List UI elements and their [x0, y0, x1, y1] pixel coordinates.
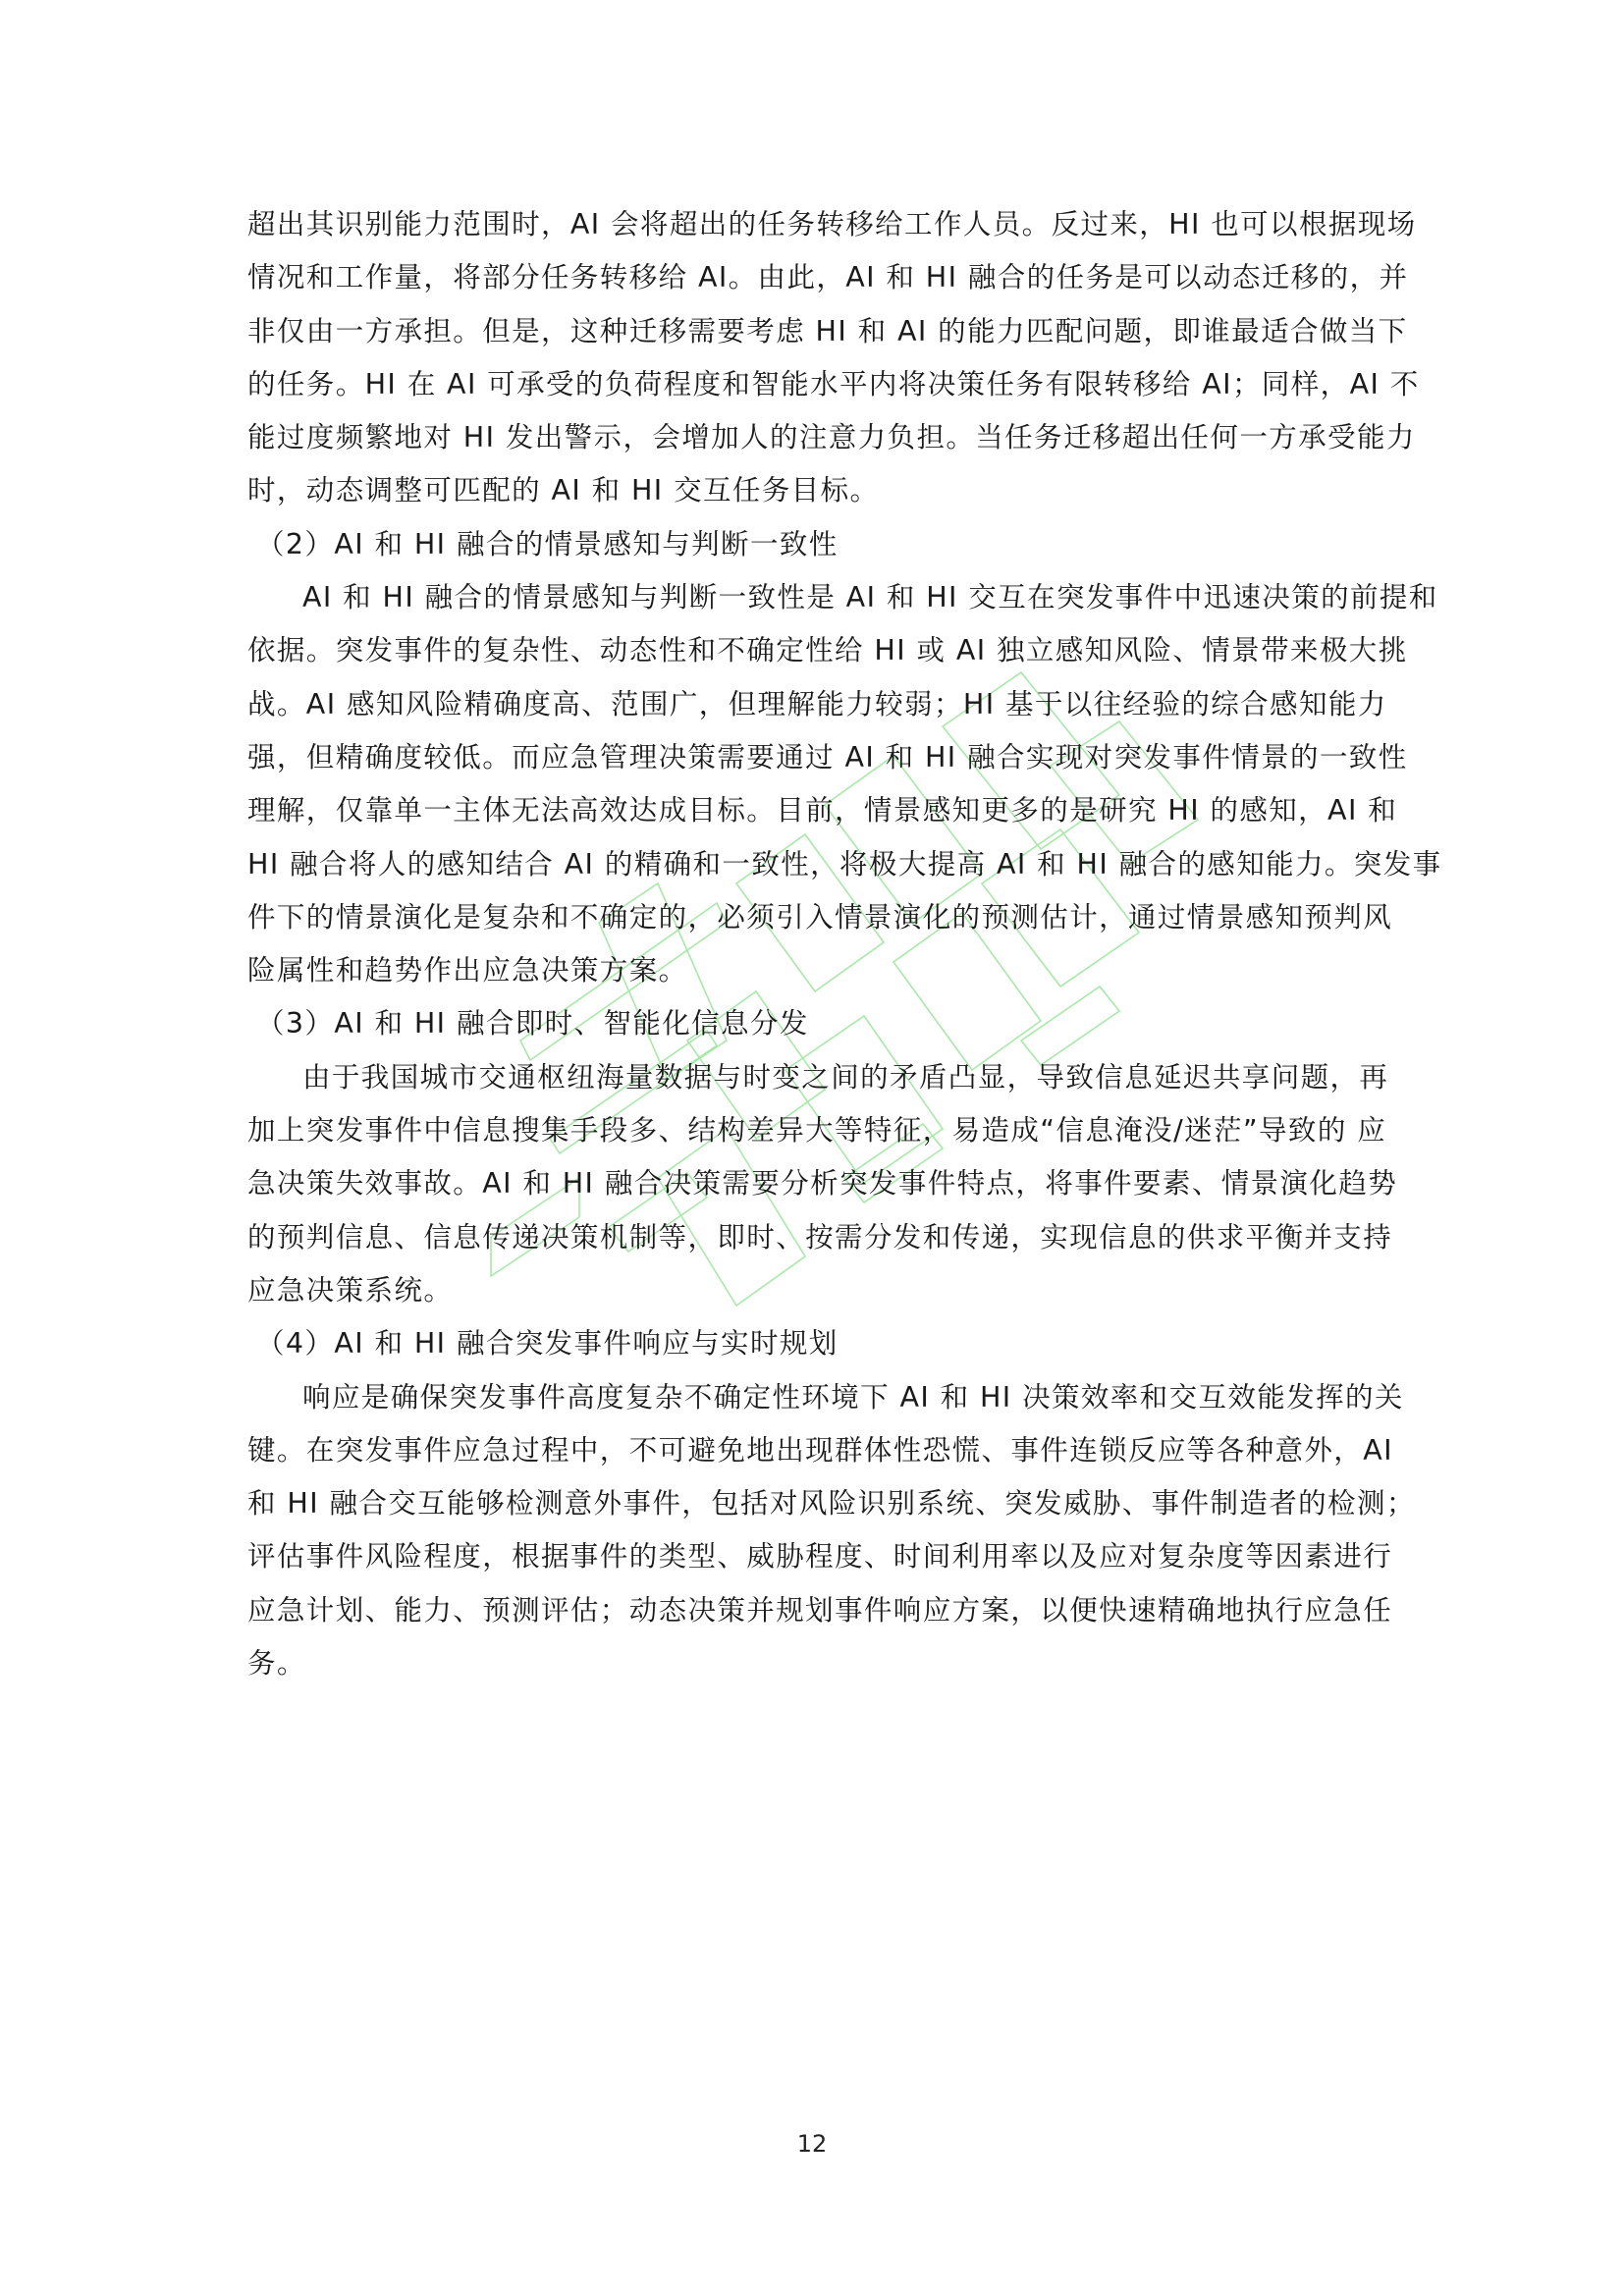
paragraph-line: 依据。突发事件的复杂性、动态性和不确定性给 HI 或 AI 独立感知风险、情景带来极大挑 — [247, 634, 1408, 667]
body-text — [247, 198, 1442, 1690]
paragraph-line: 的任务。HI 在 AI 可承受的负荷程度和智能水平内将决策任务有限转移给 AI；同样，AI 不 — [247, 367, 1420, 400]
paragraph-line: 应急决策系统。 — [247, 1273, 454, 1307]
paragraph-line: 险属性和趋势作出应急决策方案。 — [247, 954, 688, 988]
paragraph-line: 键。在突发事件应急过程中，不可避免地出现群体性恐慌、事件连锁反应等各种意外，AI — [247, 1433, 1393, 1467]
paragraph-line: AI 和 HI 融合的情景感知与判断一致性是 AI 和 HI 交互在突发事件中迅速决策的前提和 — [302, 581, 1438, 614]
paragraph-line: 能过度频繁地对 HI 发出警示，会增加人的注意力负担。当任务迁移超出任何一方承受能力 — [247, 421, 1416, 454]
paragraph-line: 超出其识别能力范围时，AI 会将超出的任务转移给工作人员。反过来，HI 也可以根据现场 — [247, 208, 1417, 240]
paragraph-line: 情况和工作量，将部分任务转移给 AI。由此，AI 和 HI 融合的任务是可以动态迁移的，并 — [247, 261, 1409, 294]
paragraph-line: 战。AI 感知风险精确度高、范围广，但理解能力较弱；HI 基于以往经验的综合感知能力 — [247, 687, 1387, 721]
section-heading: （2）AI 和 HI 融合的情景感知与判断一致性 — [256, 527, 839, 561]
paragraph-line: 时，动态调整可匹配的 AI 和 HI 交互任务目标。 — [247, 474, 880, 507]
page-number: 12 — [796, 2130, 828, 2158]
paragraph-line: 急决策失效事故。AI 和 HI 融合决策需要分析突发事件特点，将事件要素、情景演化趋势 — [247, 1167, 1398, 1201]
paragraph-line: 评估事件风险程度，根据事件的类型、威胁程度、时间利用率以及应对复杂度等因素进行 — [247, 1540, 1393, 1574]
paragraph-line: 加上突发事件中信息搜集手段多、结构差异大等特征，易造成“信息淹没/迷茫”导致的 应 — [247, 1114, 1387, 1148]
paragraph-line: 务。 — [247, 1647, 306, 1681]
paragraph-line: 和 HI 融合交互能够检测意外事件，包括对风险识别系统、突发威胁、事件制造者的检测； — [247, 1487, 1416, 1521]
paragraph-line: 件下的情景演化是复杂和不确定的，必须引入情景演化的预测估计，通过情景感知预判风 — [247, 900, 1393, 934]
paragraph-line: 应急计划、能力、预测评估；动态决策并规划事件响应方案，以便快速精确地执行应急任 — [247, 1593, 1393, 1627]
paragraph-line: 由于我国城市交通枢纽海量数据与时变之间的矛盾凸显，导致信息延迟共享问题，再 — [302, 1060, 1389, 1094]
paragraph-line: 理解，仅靠单一主体无法高效达成目标。目前，情景感知更多的是研究 HI 的感知，AI 和 — [247, 794, 1398, 828]
paragraph-line: 的预判信息、信息传递决策机制等，即时、按需分发和传递，实现信息的供求平衡并支持 — [247, 1220, 1393, 1254]
paragraph-line: 强，但精确度较低。而应急管理决策需要通过 AI 和 HI 融合实现对突发事件情景的一致性 — [247, 740, 1408, 774]
paragraph-line: HI 融合将人的感知结合 AI 的精确和一致性，将极大提高 AI 和 HI 融合的感知能力。突发事 — [247, 847, 1442, 881]
section-heading: （3）AI 和 HI 融合即时、智能化信息分发 — [256, 1007, 809, 1041]
paragraph-line: 非仅由一方承担。但是，这种迁移需要考虑 HI 和 AI 的能力匹配问题，即谁最适合做当下 — [247, 314, 1408, 347]
paragraph-line: 响应是确保突发事件高度复杂不确定性环境下 AI 和 HI 决策效率和交互效能发挥的关 — [302, 1380, 1404, 1414]
section-heading: （4）AI 和 HI 融合突发事件响应与实时规划 — [256, 1327, 839, 1361]
